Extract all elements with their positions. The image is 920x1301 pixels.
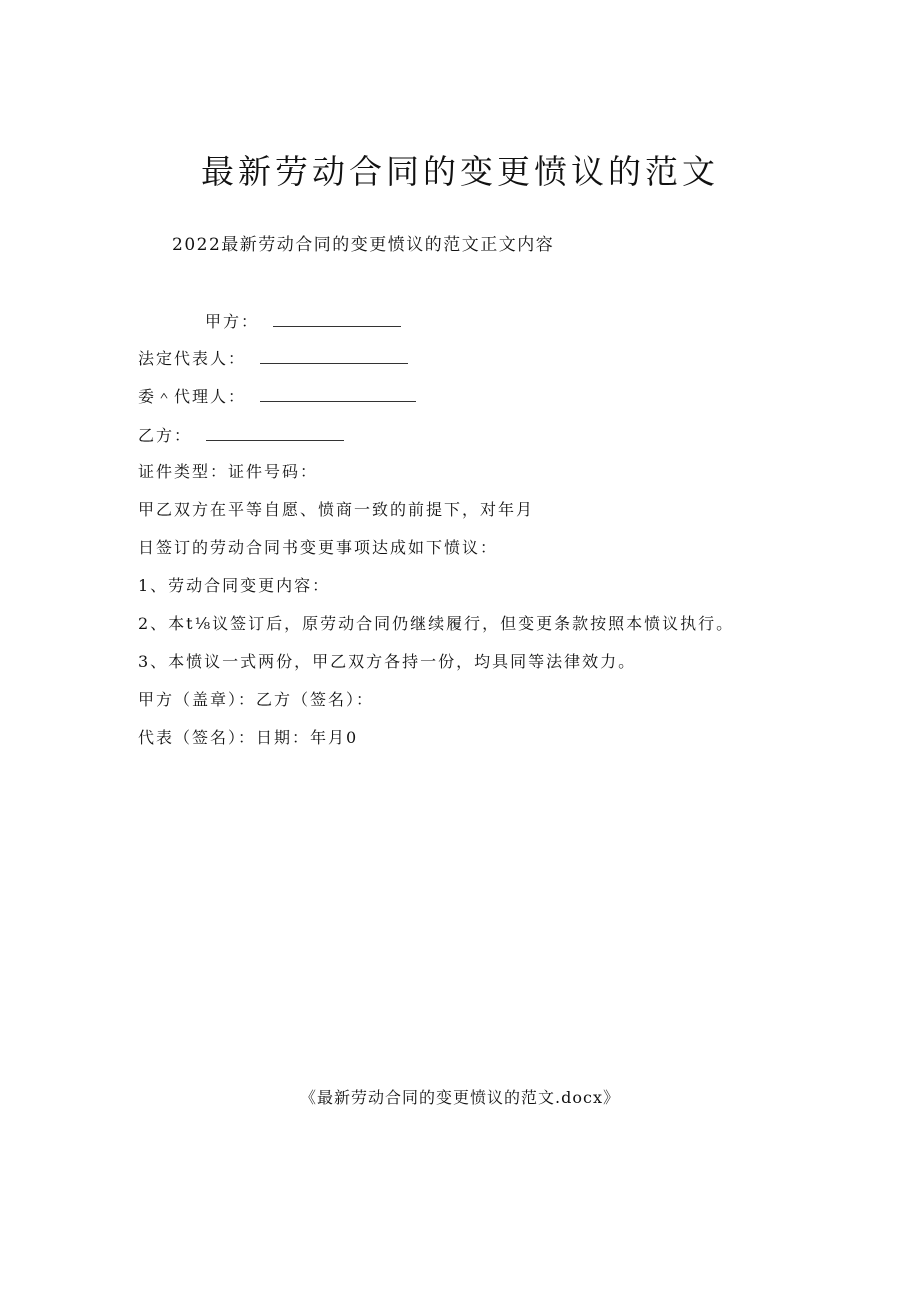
legal-rep-label: 法定代表人： [138,349,247,368]
agent-label: 委＾代理人： [138,387,247,406]
party-b-field [138,424,344,447]
signature-line-2: 代表（签名）：日期：年月0 [138,728,359,747]
document-subtitle: 2022最新劳动合同的变更愤议的范文正文内容 [172,235,555,255]
document-title: 最新劳动合同的变更愤议的范文 [201,152,719,191]
document-footer: 《最新劳动合同的变更愤议的范文.docx》 [300,1088,620,1107]
party-a-field [205,310,401,333]
paragraph-1: 甲乙双方在平等自愿、愤商一致的前提下，对年月 [138,500,535,519]
agent-field [138,385,416,408]
party-b-label: 乙方： [138,426,193,445]
id-info-line: 证件类型：证件号码： [138,462,319,481]
agent-blank [260,385,416,402]
party-a-label: 甲方： [205,312,260,331]
item-2: 2、本t⅛议签订后，原劳动合同仍继续履行，但变更条款按照本愤议执行。 [138,614,735,633]
legal-rep-blank [260,347,408,364]
party-b-blank [206,424,344,441]
paragraph-2: 日签订的劳动合同书变更事项达成如下愤议： [138,538,499,557]
item-1: 1、劳动合同变更内容： [138,576,331,595]
item-3: 3、本愤议一式两份，甲乙双方各持一份，均具同等法律效力。 [138,652,637,671]
legal-rep-field [138,347,408,370]
party-a-blank [273,310,401,327]
signature-line-1: 甲方（盖章）：乙方（签名）： [138,690,375,709]
